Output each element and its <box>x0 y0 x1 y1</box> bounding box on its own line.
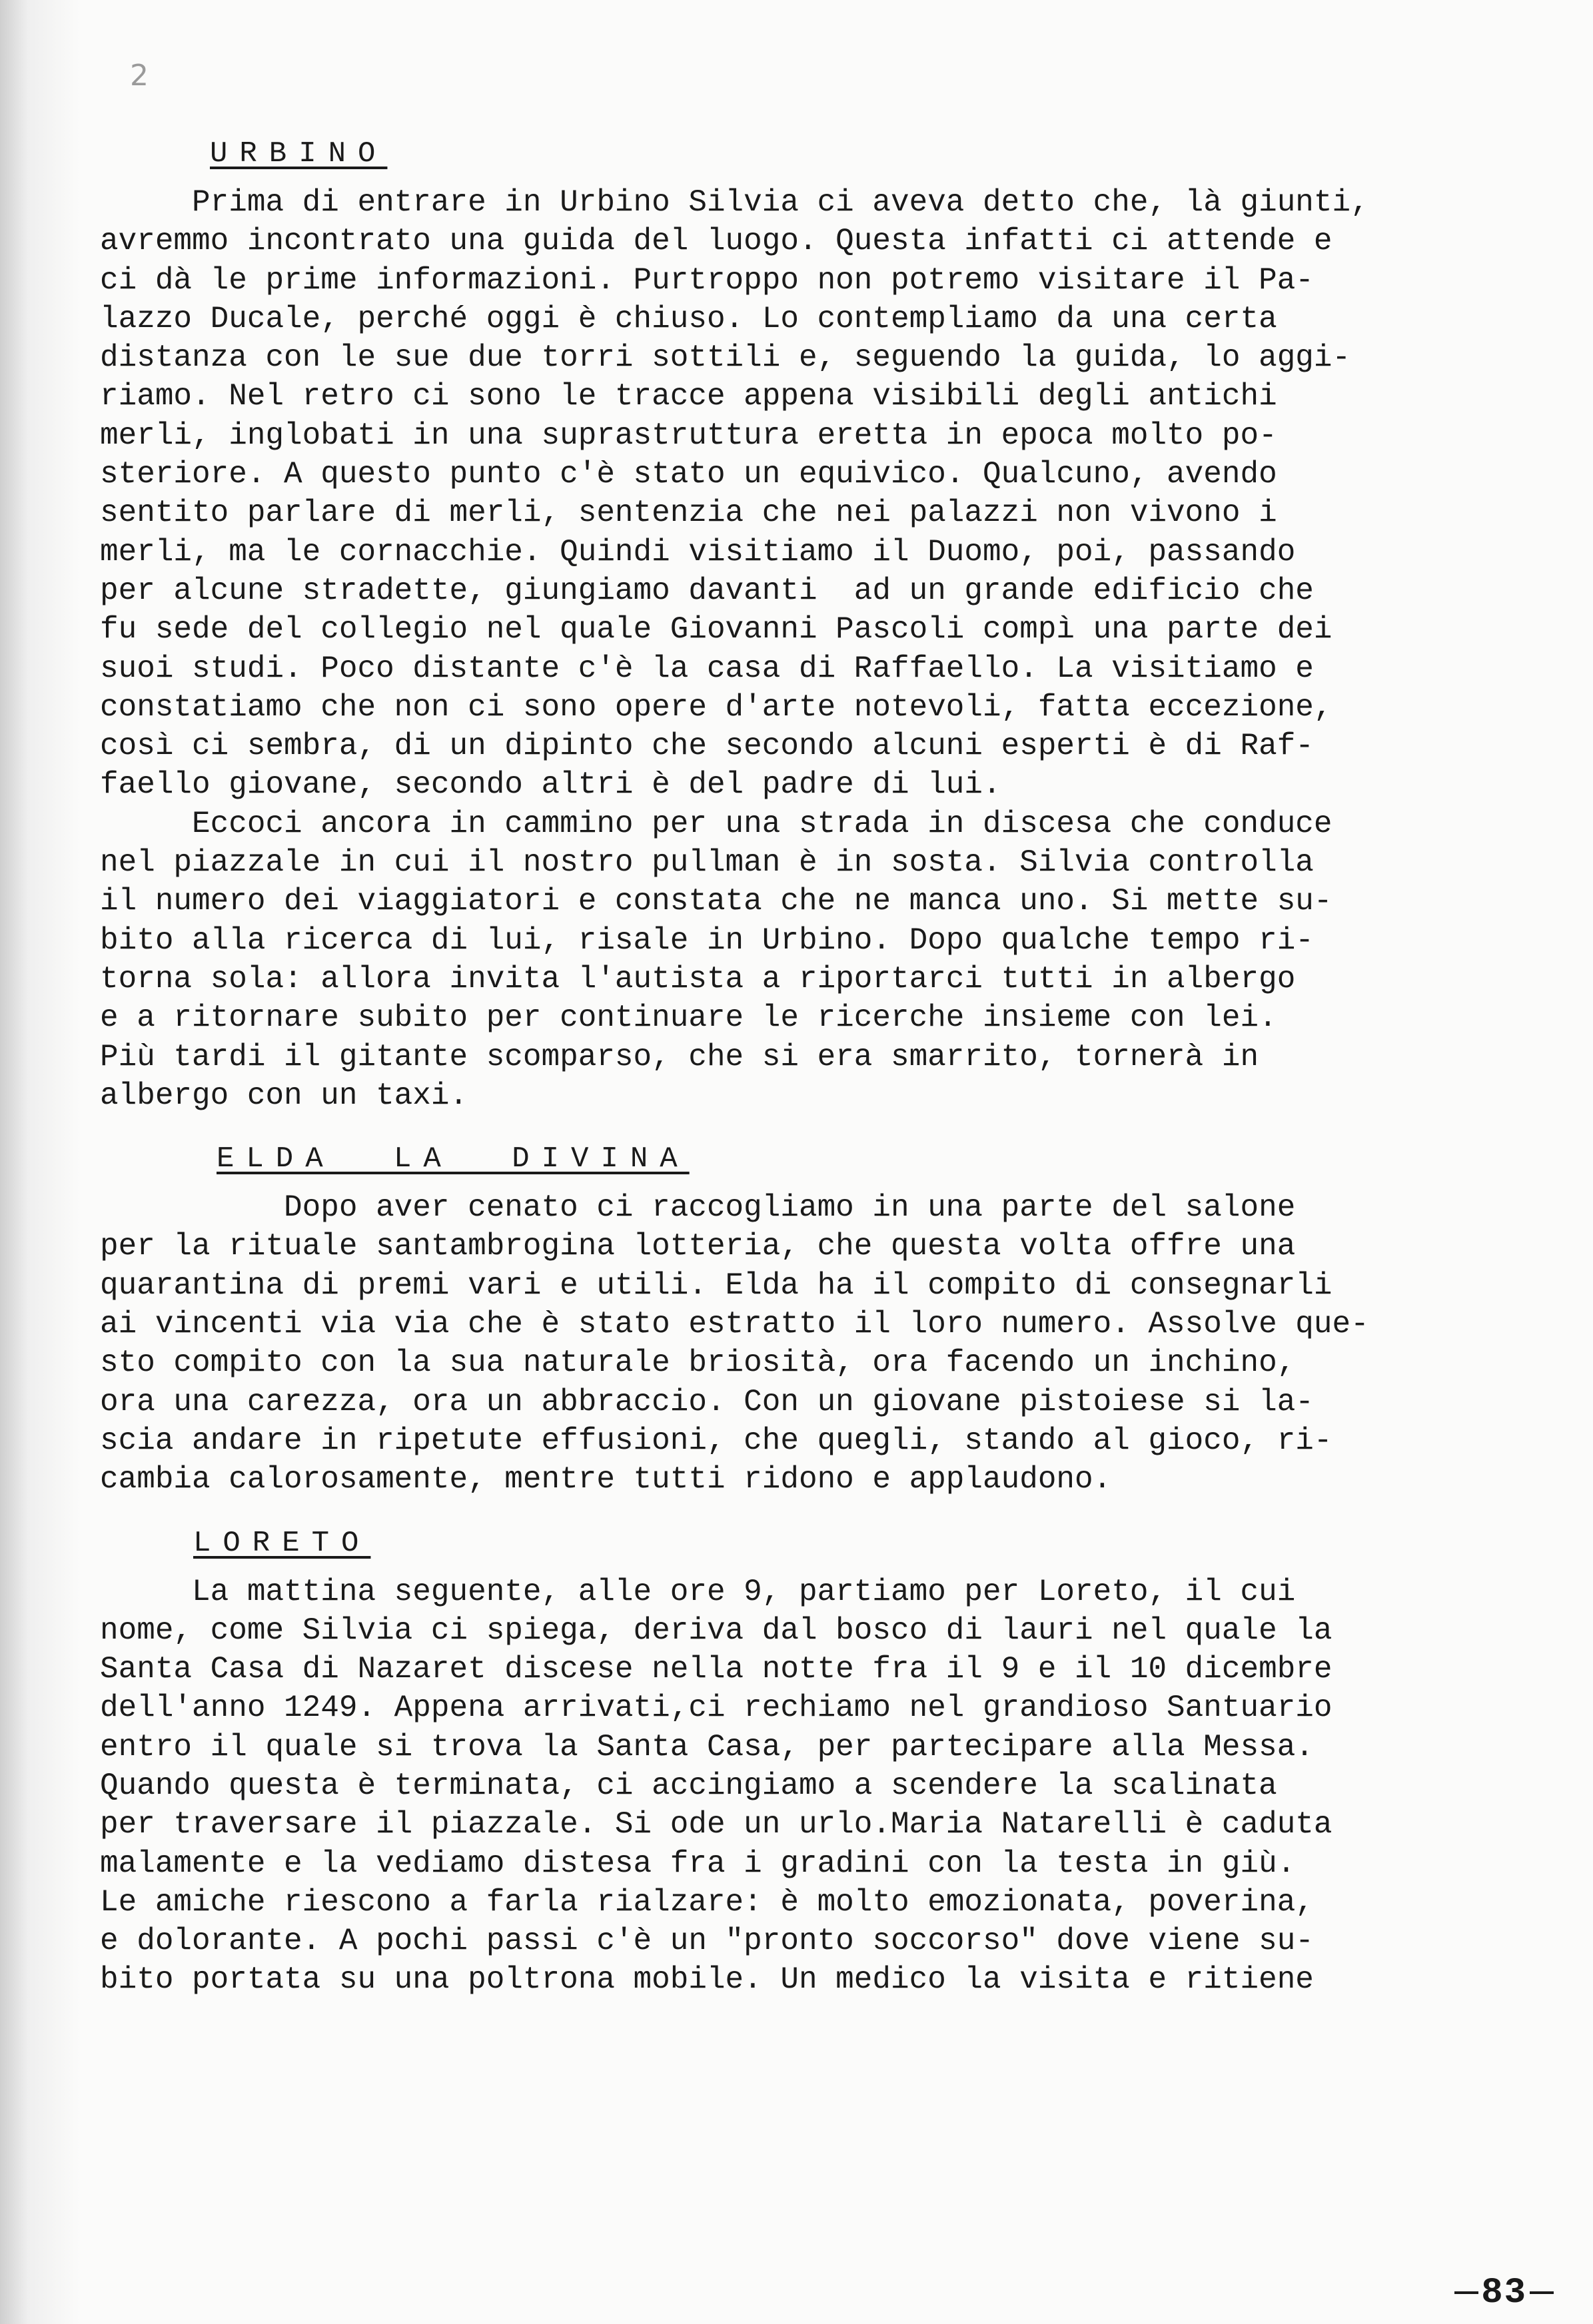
text-line: merli, ma le cornacchie. Quindi visitiamo il Duomo, poi, passando <box>100 534 1296 570</box>
text-line: distanza con le sue due torri sottili e, seguendo la guida, lo aggi- <box>100 340 1351 376</box>
text-line: fu sede del collegio nel quale Giovanni Pascoli compì una parte dei <box>100 612 1332 647</box>
text-line: per traversare il piazzale. Si ode un urlo.Maria Natarelli è caduta <box>100 1807 1332 1842</box>
text-line: così ci sembra, di un dipinto che secondo alcuni esperti è di Raf- <box>100 729 1314 764</box>
text-line: bito portata su una poltrona mobile. Un medico la visita e ritiene <box>100 1962 1314 1998</box>
text-line: dell'anno 1249. Appena arrivati,ci rechiamo nel grandioso Santuario <box>100 1691 1332 1726</box>
paragraph-elda-1 <box>100 1188 1506 1499</box>
text-line: il numero dei viaggiatori e constata che ne manca uno. Si mette su- <box>100 884 1332 919</box>
text-line: steriore. A questo punto c'è stato un equivico. Qualcuno, avendo <box>100 457 1277 492</box>
page-number-dash-right <box>1530 2291 1554 2294</box>
text-line: nome, come Silvia ci spiega, deriva dal bosco di lauri nel quale la <box>100 1613 1332 1648</box>
text-line: ora una carezza, ora un abbraccio. Con un giovane pistoiese si la- <box>100 1384 1314 1419</box>
text-line: torna sola: allora invita l'autista a riportarci tutti in albergo <box>100 961 1296 996</box>
page-number-value: 83 <box>1481 2273 1527 2313</box>
text-line: lazzo Ducale, perché oggi è chiuso. Lo contempliamo da una certa <box>100 301 1277 336</box>
text-line: Prima di entrare in Urbino Silvia ci aveva detto che, là giunti, <box>100 185 1369 220</box>
text-line: malamente e la vediamo distesa fra i gradini con la testa in giù. <box>100 1846 1296 1881</box>
text-line: Santa Casa di Nazaret discese nella notte fra il 9 e il 10 dicembre <box>100 1652 1332 1687</box>
text-line: cambia calorosamente, mentre tutti ridono e applaudono. <box>100 1462 1112 1497</box>
text-line: Dopo aver cenato ci raccogliamo in una parte del salone <box>100 1190 1296 1226</box>
text-line: sto compito con la sua naturale briosità, ora facendo un inchino, <box>100 1346 1296 1381</box>
text-line: albergo con un taxi. <box>100 1078 468 1113</box>
text-line: Le amiche riescono a farla rialzare: è molto emozionata, poverina, <box>100 1884 1314 1920</box>
paragraph-urbino-1 <box>100 183 1506 805</box>
text-line: scia andare in ripetute effusioni, che quegli, stando al gioco, ri- <box>100 1423 1332 1458</box>
text-line: ai vincenti via via che è stato estratto il loro numero. Assolve que- <box>100 1307 1369 1342</box>
text-line: Eccoci ancora in cammino per una strada in discesa che conduce <box>100 806 1332 841</box>
text-line: sentito parlare di merli, sentenzia che nei palazzi non vivono i <box>100 496 1277 531</box>
page-number-dash-left <box>1454 2291 1478 2294</box>
section-title-urbino: URBINO <box>210 137 388 171</box>
text-line: ci dà le prime informazioni. Purtroppo non potremo visitare il Pa- <box>100 262 1314 298</box>
paragraph-loreto-1 <box>100 1573 1506 2000</box>
text-line: merli, inglobati in una suprastruttura eretta in epoca molto po- <box>100 418 1277 453</box>
text-line: faello giovane, secondo altri è del padre di lui. <box>100 767 1001 803</box>
text-line: quarantina di premi vari e utili. Elda ha il compito di consegnarli <box>100 1268 1332 1303</box>
page-number <box>1452 2273 1556 2313</box>
text-line: Più tardi il gitante scomparso, che si era smarrito, tornerà in <box>100 1039 1259 1074</box>
text-line: suoi studi. Poco distante c'è la casa di Raffaello. La visitiamo e <box>100 651 1314 686</box>
text-line: per alcune stradette, giungiamo davanti ad un grande edificio che <box>100 573 1314 608</box>
text-line: entro il quale si trova la Santa Casa, per partecipare alla Messa. <box>100 1729 1314 1764</box>
text-line: avremmo incontrato una guida del luogo. Questa infatti ci attende e <box>100 224 1332 259</box>
text-line: e dolorante. A pochi passi c'è un "pronto soccorso" dove viene su- <box>100 1924 1314 1959</box>
text-line: bito alla ricerca di lui, risale in Urbino. Dopo qualche tempo ri- <box>100 923 1314 958</box>
text-line: Quando questa è terminata, ci accingiamo a scendere la scalinata <box>100 1768 1277 1803</box>
text-line: per la rituale santambrogina lotteria, che questa volta offre una <box>100 1229 1296 1264</box>
section-title-elda-la-divina: ELDA LA DIVINA <box>217 1142 690 1176</box>
binding-shadow <box>0 0 80 2324</box>
text-line: e a ritornare subito per continuare le ricerche insieme con lei. <box>100 1000 1277 1036</box>
text-line: nel piazzale in cui il nostro pullman è in sosta. Silvia controlla <box>100 845 1314 881</box>
document-body <box>100 130 1506 2000</box>
paragraph-urbino-2 <box>100 805 1506 1115</box>
corner-page-marker: 2 <box>130 59 149 93</box>
text-line: La mattina seguente, alle ore 9, partiamo per Loreto, il cui <box>100 1574 1296 1609</box>
text-line: constatiamo che non ci sono opere d'arte notevoli, fatta eccezione, <box>100 689 1332 725</box>
section-title-loreto: LORETO <box>193 1526 371 1560</box>
text-line: riamo. Nel retro ci sono le tracce appena visibili degli antichi <box>100 379 1277 414</box>
